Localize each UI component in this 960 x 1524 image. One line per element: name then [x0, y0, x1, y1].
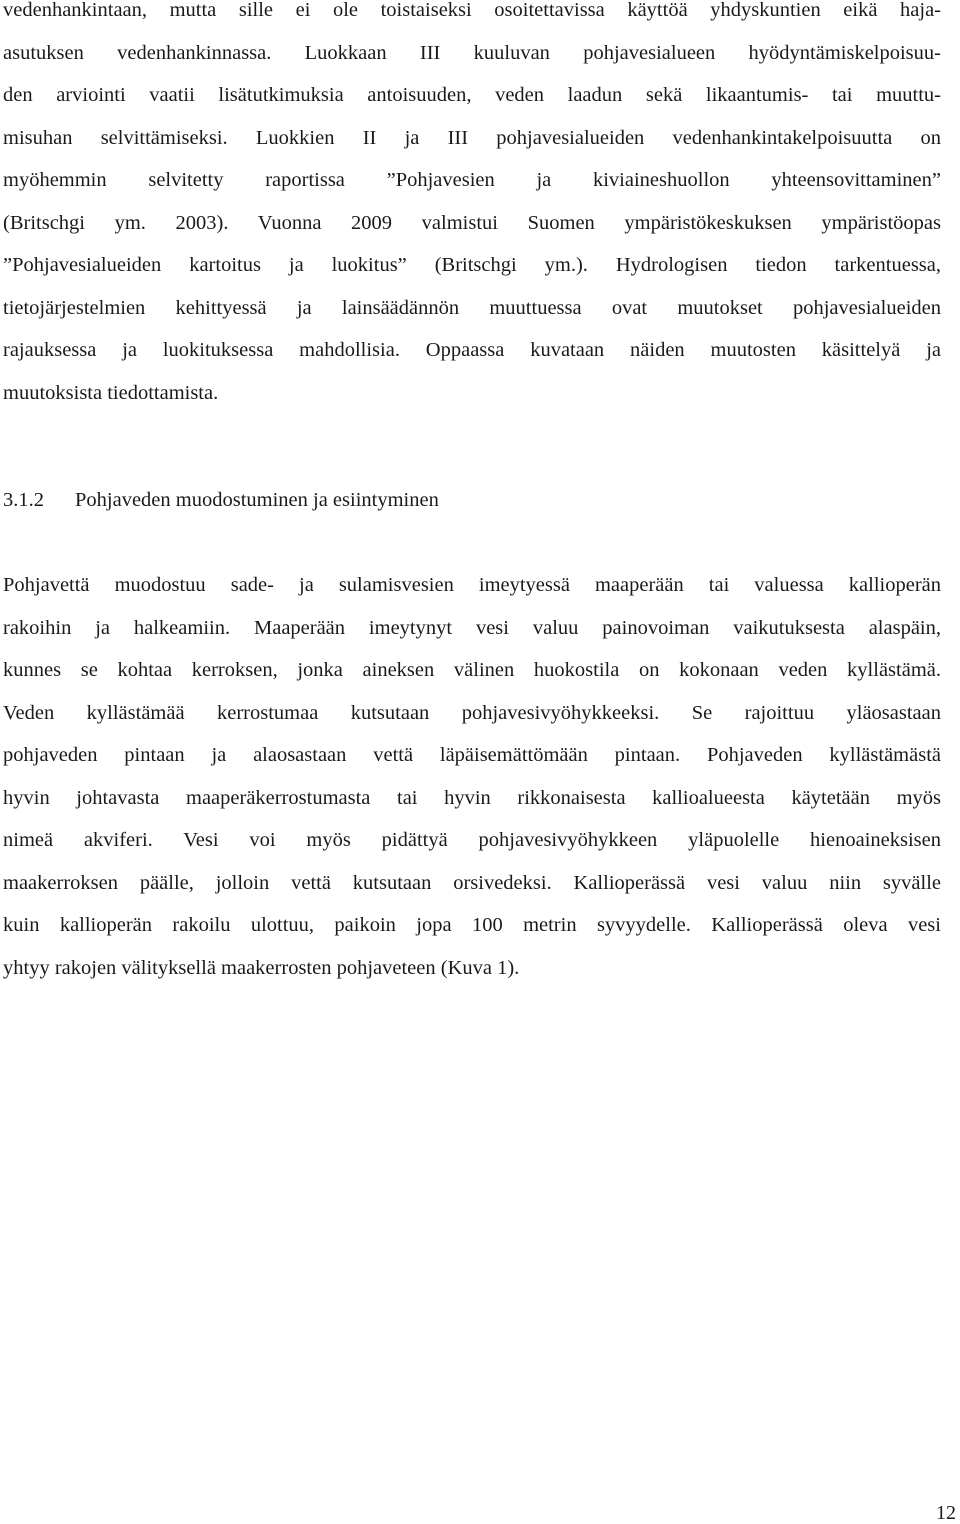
section-heading: [3, 488, 439, 512]
text-line: pohjaveden pintaan ja alaosastaan vettä läpäisemättömään pintaan. Pohjaveden kyllästämästä: [3, 744, 941, 766]
text-line: misuhan selvittämiseksi. Luokkien II ja III pohjavesialueiden vedenhankintakelpoisuutta on: [3, 127, 941, 149]
text-line: nimeä akviferi. Vesi voi myös pidättyä pohjavesivyöhykkeen yläpuolelle hienoaineksisen: [3, 829, 941, 851]
text-line: kunnes se kohtaa kerroksen, jonka aineksen välinen huokostila on kokonaan veden kyllästämä.: [3, 659, 941, 681]
text-line: (Britschgi ym. 2003). Vuonna 2009 valmistui Suomen ympäristökeskuksen ympäristöopas: [3, 212, 941, 234]
text-line: rajauksessa ja luokituksessa mahdollisia. Oppaassa kuvataan näiden muutosten käsittelyä ja: [3, 339, 941, 361]
text-line: muutoksista tiedottamista.: [3, 382, 219, 404]
section-number: 3.1.2: [3, 489, 44, 511]
text-line: yhtyy rakojen välityksellä maakerrosten pohjaveteen (Kuva 1).: [3, 957, 520, 979]
text-line: den arviointi vaatii lisätutkimuksia antoisuuden, veden laadun sekä likaantumis- tai muuttu-: [3, 84, 941, 106]
page-number: 12: [936, 1502, 956, 1524]
text-line: tietojärjestelmien kehittyessä ja lainsäädännön muuttuessa ovat muutokset pohjavesialueiden: [3, 297, 941, 319]
text-line: rakoihin ja halkeamiin. Maaperään imeytynyt vesi valuu painovoiman vaikutuksesta alaspäin,: [3, 617, 941, 639]
text-line: asutuksen vedenhankinnassa. Luokkaan III kuuluvan pohjavesialueen hyödyntämiskelpoisuu-: [3, 42, 941, 64]
text-line: vedenhankintaan, mutta sille ei ole toistaiseksi osoitettavissa käyttöä yhdyskuntien eikä haja-: [3, 0, 941, 21]
text-line: Pohjavettä muodostuu sade- ja sulamisvesien imeytyessä maaperään tai valuessa kallioperän: [3, 574, 941, 596]
text-line: hyvin johtavasta maaperäkerrostumasta tai hyvin rikkonaisesta kallioalueesta käytetään myös: [3, 787, 941, 809]
text-line: maakerroksen päälle, jolloin vettä kutsutaan orsivedeksi. Kallioperässä vesi valuu niin syvälle: [3, 872, 941, 894]
section-title: Pohjaveden muodostuminen ja esiintyminen: [75, 489, 439, 511]
text-line: Veden kyllästämää kerrostumaa kutsutaan pohjavesivyöhykkeeksi. Se rajoittuu yläosastaan: [3, 702, 941, 724]
text-line: ”Pohjavesialueiden kartoitus ja luokitus” (Britschgi ym.). Hydrologisen tiedon tarkentuessa,: [3, 254, 941, 276]
text-line: myöhemmin selvitetty raportissa ”Pohjavesien ja kiviaineshuollon yhteensovittaminen”: [3, 169, 941, 191]
text-line: kuin kallioperän rakoilu ulottuu, paikoin jopa 100 metrin syvyydelle. Kallioperässä oleva vesi: [3, 914, 941, 936]
